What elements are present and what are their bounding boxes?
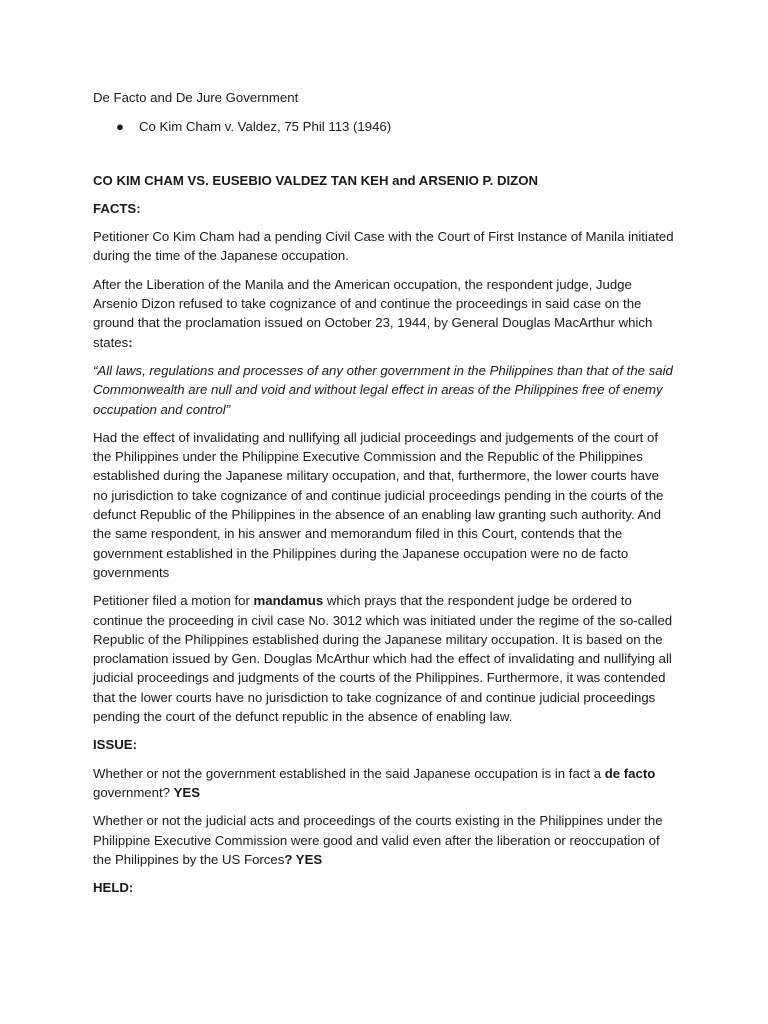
held-label: HELD:	[93, 880, 134, 896]
issue-2-text: Whether or not the judicial acts and proceedings of the courts existing in the Philippines under the Philippine Executive Commission were good and valid even after the liberation or reoccupation of the Philippines by the US Forces	[93, 813, 663, 867]
document-title: De Facto and De Jure Government	[93, 90, 299, 105]
facts-paragraph-4-after: which prays that the respondent judge be ordered to continue the proceeding in civil case No. 3012 which was initiated under the regime of the so-called Republic of the Philippines established during the Japanese military occupation. It is based on the proclamation issued by Gen. Douglas McArthur which had the effect of invalidating and nullifying all judicial proceedings and judgments of the courts of the Philippines. Furthermore, it was contended that the lower courts have no jurisdiction to take cognizance of and continue judicial proceedings pending the court of the defunct republic in the absence of enabling law.	[93, 593, 673, 725]
issue-1	[93, 764, 676, 803]
proclamation-quote: “All laws, regulations and processes of any other government in the Philippines than that of the said Commonwealth are null and void and without legal effect in areas of the Philippines free of enemy occupation and control”	[93, 362, 673, 417]
facts-paragraph-4	[93, 591, 676, 726]
facts-paragraph-3: Had the effect of invalidating and nullifying all judicial proceedings and judgements of the court of the Philippines under the Philippine Executive Commission and the Republic of the Philippines established during the Japanese military occupation, and that, furthermore, the lower courts have no jurisdiction to take cognizance of and continue judicial proceedings pending in the courts of the defunct Republic of the Philippines in the absence of an enabling law granting such authority. And the same respondent, in his answer and memorandum filed in this Court, contends that the government established in the Philippines during the Japanese occupation were no de facto governments	[93, 429, 664, 580]
facts-paragraph-1: Petitioner Co Kim Cham had a pending Civil Case with the Court of First Instance of Manila initiated during the time of the Japanese occupation.	[93, 229, 674, 264]
issue-2	[93, 811, 676, 869]
citation-list	[93, 117, 676, 136]
facts-paragraph-2-text: After the Liberation of the Manila and the American occupation, the respondent judge, Judge Arsenio Dizon refused to take cognizance of and continue the proceedings in said case on the ground that the proclamation issued on October 23, 1944, by General Douglas MacArthur which states	[93, 276, 653, 350]
facts-label: FACTS:	[93, 200, 141, 216]
issue-label: ISSUE:	[93, 737, 137, 753]
issue-2-answer: ? YES	[284, 851, 323, 867]
case-heading: CO KIM CHAM VS. EUSEBIO VALDEZ TAN KEH and ARSENIO P. DIZON	[93, 172, 538, 188]
citation-text: Co Kim Cham v. Valdez, 75 Phil 113 (1946)	[139, 119, 392, 135]
issue-1-de-facto: de facto	[604, 765, 656, 781]
issue-1-middle: government?	[93, 784, 174, 800]
mandamus-term: mandamus	[253, 593, 324, 609]
citation-item	[116, 117, 676, 136]
issue-1-answer: YES	[173, 784, 201, 800]
issue-1-before: Whether or not the government established in the said Japanese occupation is in fact a	[93, 765, 605, 781]
facts-paragraph-2-colon: :	[128, 334, 133, 350]
facts-paragraph-4-before: Petitioner filed a motion for	[93, 593, 254, 609]
facts-paragraph-2	[93, 275, 676, 352]
bullet-icon: ●	[116, 119, 124, 135]
